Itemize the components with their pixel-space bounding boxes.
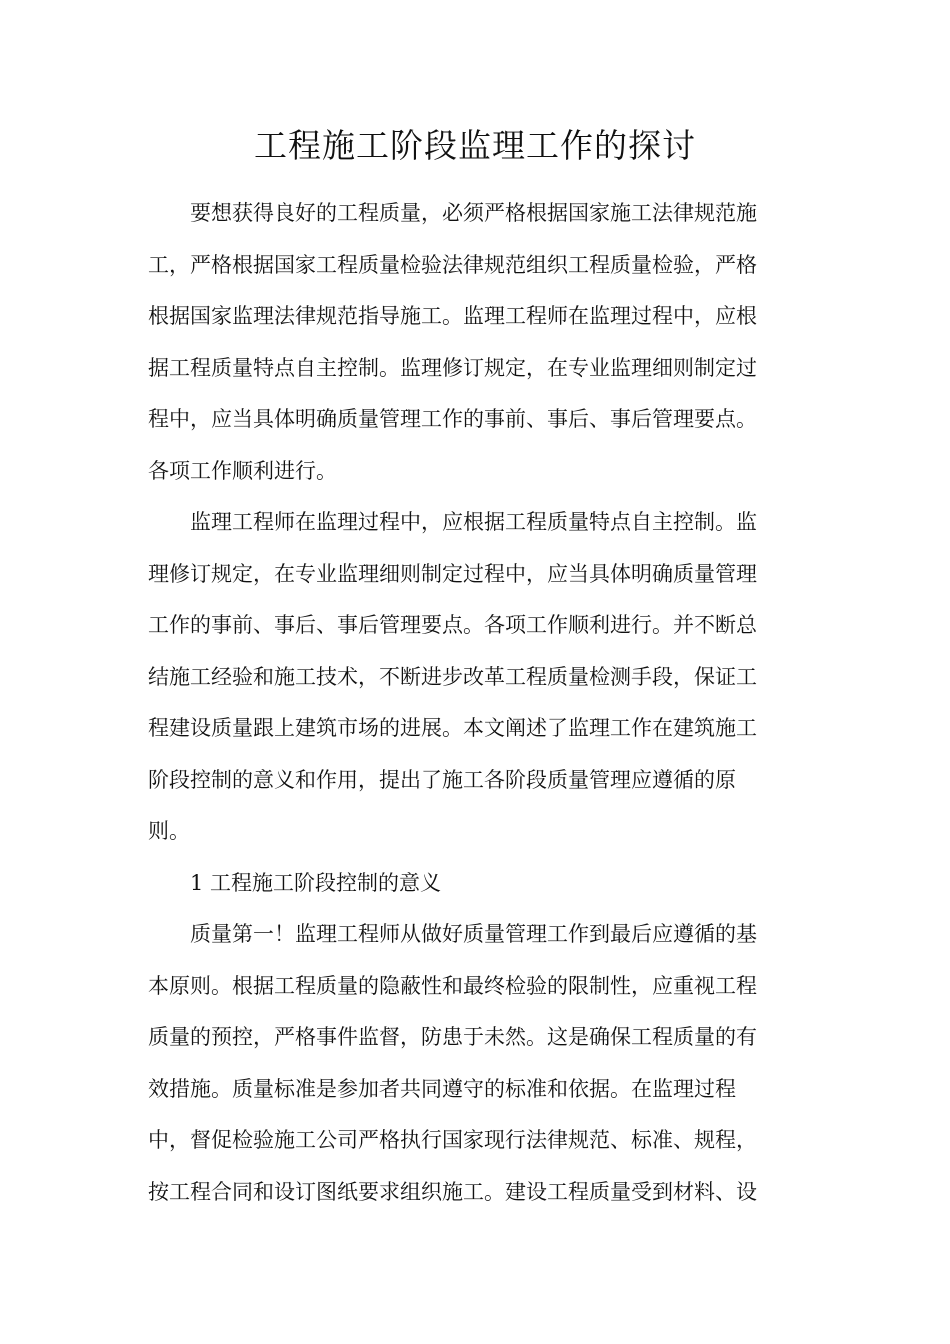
paragraph-intro: 要想获得良好的工程质量，必须严格根据国家施工法律规范施 工，严格根据国家工程质量检验法律规范组织工程质量检验，严格 根据国家监理法律规范指导施工。监理工程师在监理过程中，应根 据工程质量特点自主控制。监理修订规定，在专业监理细则制定过 程中，应当具体明确质量管理工作的事前、事后、事后管理要点。 各项工作顺利进行。 [148,201,757,483]
section-heading: 1 工程施工阶段控制的意义 [190,870,442,895]
document-body [148,188,808,1218]
paragraph-quality-first: 质量第一！监理工程师从做好质量管理工作到最后应遵循的基 本原则。根据工程质量的隐蔽性和最终检验的限制性，应重视工程 质量的预控，严格事件监督，防患于未然。这是确保工程质量的有 效措施。质量标准是参加者共同遵守的标准和依据。在监理过程 中，督促检验施工公司严格执行国家现行法律规范、标准、规程， 按工程合同和设订图纸要求组织施工。建设工程质量受到材料、设 [148,922,757,1204]
paragraph-supervision: 监理工程师在监理过程中，应根据工程质量特点自主控制。监 理修订规定，在专业监理细则制定过程中，应当具体明确质量管理 工作的事前、事后、事后管理要点。各项工作顺利进行。并不断总 结施工经验和施工技术，不断进步改革工程质量检测手段，保证工 程建设质量跟上建筑市场的进展。本文阐述了监理工作在建筑施工 阶段控制的意义和作用，提出了施工各阶段质量管理应遵循的原 则。 [148,510,757,843]
document-title: 工程施工阶段监理工作的探讨 [254,126,696,165]
